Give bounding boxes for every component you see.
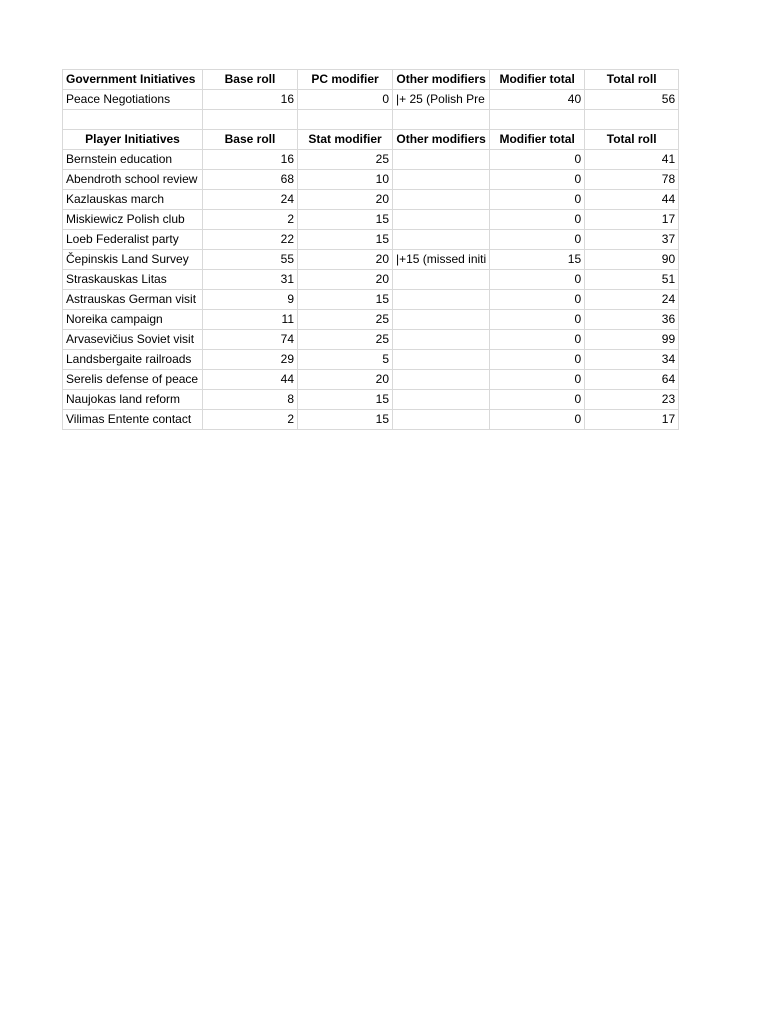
initiative-name-cell: Miskiewicz Polish club [63,210,203,230]
base-roll-cell: 44 [203,370,298,390]
table-row [63,330,679,350]
stat-modifier-cell: 20 [298,250,393,270]
stat-modifier-cell: 15 [298,210,393,230]
table-row [63,390,679,410]
empty-cell [63,110,203,130]
initiative-name-cell: Serelis defense of peace [63,370,203,390]
empty-cell [393,110,490,130]
player-header-row [63,130,679,150]
total-roll-cell: 17 [585,410,679,430]
other-modifiers-cell [393,170,490,190]
header-cell: Base roll [203,70,298,90]
table-row [63,350,679,370]
header-cell: Other modifiers [393,70,490,90]
initiatives-table-body [63,70,679,430]
base-roll-cell: 11 [203,310,298,330]
header-cell: Modifier total [490,130,585,150]
total-roll-cell: 56 [585,90,679,110]
total-roll-cell: 44 [585,190,679,210]
total-roll-cell: 24 [585,290,679,310]
table-row [63,250,679,270]
total-roll-cell: 41 [585,150,679,170]
modifier-total-cell: 0 [490,370,585,390]
total-roll-cell: 51 [585,270,679,290]
pc-modifier-cell: 0 [298,90,393,110]
base-roll-cell: 31 [203,270,298,290]
total-roll-cell: 36 [585,310,679,330]
total-roll-cell: 90 [585,250,679,270]
government-header-row [63,70,679,90]
initiative-name-cell: Astrauskas German visit [63,290,203,310]
empty-cell [298,110,393,130]
header-cell: Government Initiatives [63,70,203,90]
table-row [63,370,679,390]
table-row [63,290,679,310]
stat-modifier-cell: 15 [298,390,393,410]
initiative-name-cell: Loeb Federalist party [63,230,203,250]
initiative-name-cell: Landsbergaite railroads [63,350,203,370]
other-modifiers-cell [393,370,490,390]
other-modifiers-cell [393,210,490,230]
table-row [63,270,679,290]
initiatives-table [62,69,679,430]
base-roll-cell: 2 [203,210,298,230]
stat-modifier-cell: 25 [298,310,393,330]
empty-cell [585,110,679,130]
total-roll-cell: 99 [585,330,679,350]
modifier-total-cell: 15 [490,250,585,270]
base-roll-cell: 8 [203,390,298,410]
table-row [63,230,679,250]
base-roll-cell: 22 [203,230,298,250]
other-modifiers-cell [393,150,490,170]
total-roll-cell: 37 [585,230,679,250]
other-modifiers-cell [393,410,490,430]
initiative-name-cell: Vilimas Entente contact [63,410,203,430]
stat-modifier-cell: 15 [298,410,393,430]
stat-modifier-cell: 25 [298,150,393,170]
initiative-name-cell: Arvasevičius Soviet visit [63,330,203,350]
stat-modifier-cell: 20 [298,270,393,290]
stat-modifier-cell: 15 [298,230,393,250]
initiative-name-cell: Čepinskis Land Survey [63,250,203,270]
empty-cell [203,110,298,130]
base-roll-cell: 2 [203,410,298,430]
header-cell: Total roll [585,130,679,150]
header-cell: Stat modifier [298,130,393,150]
table-row [63,310,679,330]
initiative-name-cell: Peace Negotiations [63,90,203,110]
initiative-name-cell: Straskauskas Litas [63,270,203,290]
initiative-name-cell: Kazlauskas march [63,190,203,210]
other-modifiers-cell [393,190,490,210]
other-modifiers-cell: |+ 25 (Polish Pre [393,90,490,110]
table-row [63,150,679,170]
base-roll-cell: 29 [203,350,298,370]
initiative-name-cell: Noreika campaign [63,310,203,330]
modifier-total-cell: 0 [490,390,585,410]
other-modifiers-cell [393,330,490,350]
base-roll-cell: 16 [203,150,298,170]
table-row [63,410,679,430]
header-cell: Total roll [585,70,679,90]
other-modifiers-cell: |+15 (missed initi [393,250,490,270]
other-modifiers-cell [393,230,490,250]
other-modifiers-cell [393,290,490,310]
total-roll-cell: 23 [585,390,679,410]
initiative-name-cell: Naujokas land reform [63,390,203,410]
total-roll-cell: 64 [585,370,679,390]
modifier-total-cell: 0 [490,290,585,310]
other-modifiers-cell [393,310,490,330]
stat-modifier-cell: 20 [298,190,393,210]
other-modifiers-cell [393,390,490,410]
initiative-name-cell: Abendroth school review [63,170,203,190]
modifier-total-cell: 0 [490,230,585,250]
modifier-total-cell: 0 [490,150,585,170]
total-roll-cell: 34 [585,350,679,370]
base-roll-cell: 9 [203,290,298,310]
stat-modifier-cell: 25 [298,330,393,350]
modifier-total-cell: 0 [490,190,585,210]
base-roll-cell: 24 [203,190,298,210]
base-roll-cell: 16 [203,90,298,110]
initiative-name-cell: Bernstein education [63,150,203,170]
modifier-total-cell: 0 [490,170,585,190]
stat-modifier-cell: 5 [298,350,393,370]
modifier-total-cell: 0 [490,270,585,290]
modifier-total-cell: 40 [490,90,585,110]
blank-row [63,110,679,130]
stat-modifier-cell: 10 [298,170,393,190]
header-cell: PC modifier [298,70,393,90]
table-row [63,90,679,110]
stat-modifier-cell: 15 [298,290,393,310]
other-modifiers-cell [393,350,490,370]
modifier-total-cell: 0 [490,330,585,350]
total-roll-cell: 17 [585,210,679,230]
modifier-total-cell: 0 [490,310,585,330]
total-roll-cell: 78 [585,170,679,190]
base-roll-cell: 55 [203,250,298,270]
modifier-total-cell: 0 [490,210,585,230]
header-cell: Base roll [203,130,298,150]
other-modifiers-cell [393,270,490,290]
modifier-total-cell: 0 [490,410,585,430]
modifier-total-cell: 0 [490,350,585,370]
empty-cell [490,110,585,130]
table-row [63,210,679,230]
table-row [63,190,679,210]
header-cell: Player Initiatives [63,130,203,150]
base-roll-cell: 68 [203,170,298,190]
header-cell: Other modifiers [393,130,490,150]
base-roll-cell: 74 [203,330,298,350]
stat-modifier-cell: 20 [298,370,393,390]
header-cell: Modifier total [490,70,585,90]
table-row [63,170,679,190]
